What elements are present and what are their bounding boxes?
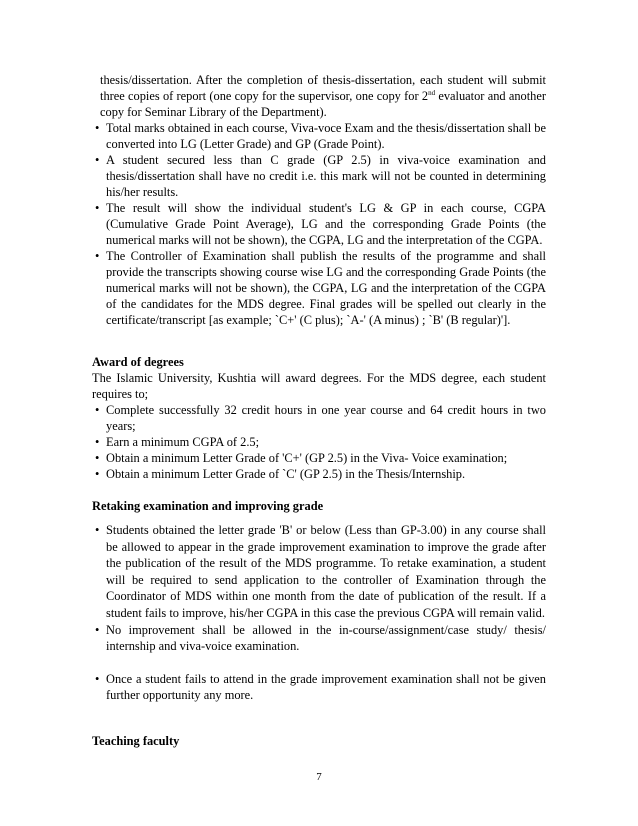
intro-paragraph — [92, 72, 546, 120]
award-section — [92, 354, 546, 482]
list-item: • A student secured less than C grade (GP 2.5) in viva-voice examination and thesis/dissertation shall have no credit i.e. this mark will not be counted in determining his/her results. — [92, 152, 546, 200]
list-item: • Students obtained the letter grade 'B' or below (Less than GP-3.00) in any course shall be allowed to appear in the grade improvement examination to improve the grade after the publication of the result of the MDS programme. To retake examination, a student will be required to send application to the controller of Examination through the Coordinator of MDS within one month from the date of publication of the result. If a student fails to improve, his/her CGPA in this case the previous CGPA will remain valid. — [92, 522, 546, 622]
list-item: • No improvement shall be allowed in the in-course/assignment/case study/ thesis/ internship and viva-voice examination. — [92, 622, 546, 655]
list-item: • Total marks obtained in each course, Viva-voce Exam and the thesis/dissertation shall be converted into LG (Letter Grade) and GP (Grade Point). — [92, 120, 546, 152]
intro-superscript: nd — [428, 88, 436, 97]
award-requirements-list — [92, 402, 546, 482]
award-intro: The Islamic University, Kushtia will award degrees. For the MDS degree, each student requires to; — [92, 371, 546, 401]
teaching-section — [92, 733, 546, 749]
retake-rules-list — [92, 522, 546, 655]
retake-extra-list — [92, 671, 546, 703]
list-item: • Obtain a minimum Letter Grade of 'C+' (GP 2.5) in the Viva- Voice examination; — [92, 450, 546, 466]
list-item: • Obtain a minimum Letter Grade of `C' (GP 2.5) in the Thesis/Internship. — [92, 466, 546, 482]
list-item: • Earn a minimum CGPA of 2.5; — [92, 434, 546, 450]
teaching-heading: Teaching faculty — [92, 733, 180, 748]
retake-section — [92, 498, 546, 703]
retake-heading: Retaking examination and improving grade — [92, 499, 324, 513]
intro-text-end: evaluator and another copy for Seminar Library of the Department). — [100, 89, 547, 119]
list-item: • Once a student fails to attend in the grade improvement examination shall not be given further opportunity any more. — [92, 671, 546, 703]
intro-text-start: thesis/dissertation. After the completion of thesis-dissertation, each student will submit three copies of report (one copy for the supervisor, one copy for 2 — [100, 73, 546, 103]
page-number: 7 — [316, 771, 322, 783]
results-rules-list — [92, 120, 546, 328]
award-heading: Award of degrees — [92, 355, 184, 369]
list-item: • The Controller of Examination shall publish the results of the programme and shall provide the transcripts showing course wise LG and the corresponding Grade Points (the numerical marks will not be shown), the CGPA, LG and the interpretation of the CGPA of the candidates for the MDS degree. Final grades will be spelled out clearly in the certificate/transcript [as example; `C+' (C plus); `A-' (A minus) ; `B' (B regular)']. — [92, 248, 546, 328]
list-item: • Complete successfully 32 credit hours in one year course and 64 credit hours in two years; — [92, 402, 546, 434]
list-item: • The result will show the individual student's LG & GP in each course, CGPA (Cumulative Grade Point Average), LG and the corresponding Grade Points (the numerical marks will not be shown), the CGPA, LG and the interpretation of the CGPA. — [92, 200, 546, 248]
